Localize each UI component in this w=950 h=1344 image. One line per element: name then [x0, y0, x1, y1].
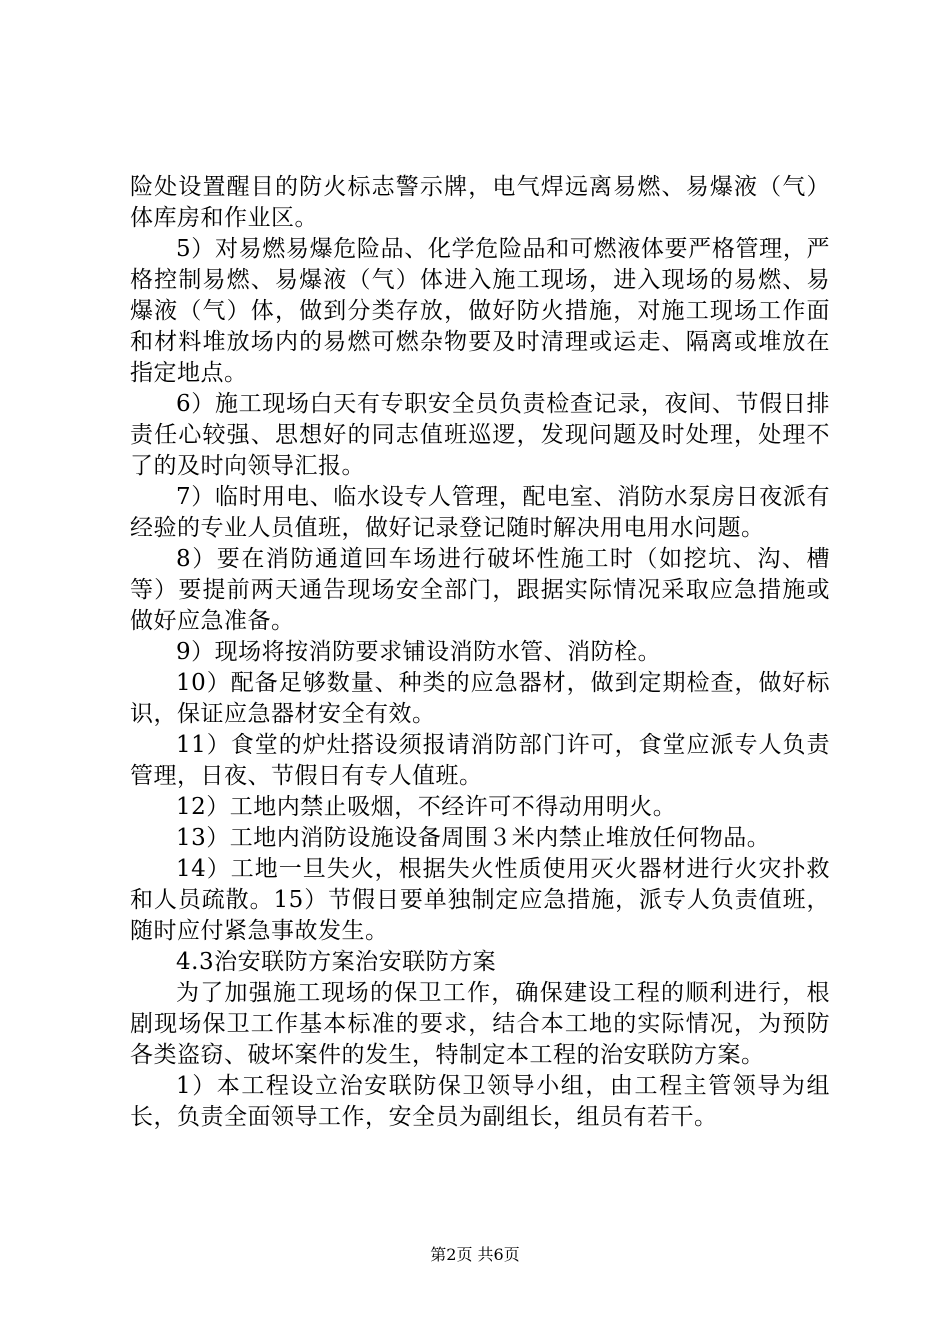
section-heading: 4.3治安联防方案治安联防方案: [176, 949, 497, 975]
paragraph-item-11: 11）食堂的炉灶搭设须报请消防部门许可，食堂应派专人负责管理，日夜、节假日有专人值班。: [130, 732, 830, 789]
paragraph-item-9: 9）现场将按消防要求铺设消防水管、消防栓。: [176, 639, 662, 665]
page-footer: [0, 1245, 950, 1265]
paragraph-security-item-1: 1）本工程设立治安联防保卫领导小组，由工程主管领导为组长，负责全面领导工作，安全员为副组长，组员有若干。: [130, 1073, 830, 1130]
document-body: [130, 172, 830, 1133]
paragraph-item-13: 13）工地内消防设施设备周围３米内禁止堆放任何物品。: [176, 825, 771, 851]
paragraph-item-7: 7）临时用电、临水设专人管理，配电室、消防水泵房日夜派有经验的专业人员值班，做好记录登记随时解决用电用水问题。: [130, 484, 830, 541]
paragraph-item-12: 12）工地内禁止吸烟，不经许可不得动用明火。: [176, 794, 677, 820]
paragraph-item-14-15: 14）工地一旦失火，根据失火性质使用灭火器材进行火灾扑救和人员疏散。15）节假日要单独制定应急措施，派专人负责值班，随时应付紧急事故发生。: [130, 856, 830, 944]
paragraph-item-8: 8）要在消防通道回车场进行破坏性施工时（如挖坑、沟、槽等）要提前两天通告现场安全部门，跟据实际情况采取应急措施或做好应急准备。: [130, 546, 830, 634]
page-number-label: 第2页 共6页: [430, 1245, 520, 1264]
paragraph-item-5: 5）对易燃易爆危险品、化学危险品和可燃液体要严格管理，严格控制易燃、易爆液（气）体进入施工现场，进入现场的易燃、易爆液（气）体，做到分类存放，做好防火措施，对施工现场工作面和材料堆放场内的易燃可燃杂物要及时清理或运走、隔离或堆放在指定地点。: [130, 236, 830, 386]
paragraph-continuation: 险处设置醒目的防火标志警示牌，电气焊远离易燃、易爆液（气）体库房和作业区。: [130, 174, 830, 231]
paragraph-item-10: 10）配备足够数量、种类的应急器材，做到定期检查，做好标识，保证应急器材安全有效。: [130, 670, 830, 727]
paragraph-item-6: 6）施工现场白天有专职安全员负责检查记录，夜间、节假日排责任心较强、思想好的同志值班巡逻，发现问题及时处理，处理不了的及时向领导汇报。: [130, 391, 830, 479]
section-intro-paragraph: 为了加强施工现场的保卫工作，确保建设工程的顺利进行，根剧现场保卫工作基本标准的要求，结合本工地的实际情况，为预防各类盗窃、破坏案件的发生，特制定本工程的治安联防方案。: [130, 980, 830, 1068]
